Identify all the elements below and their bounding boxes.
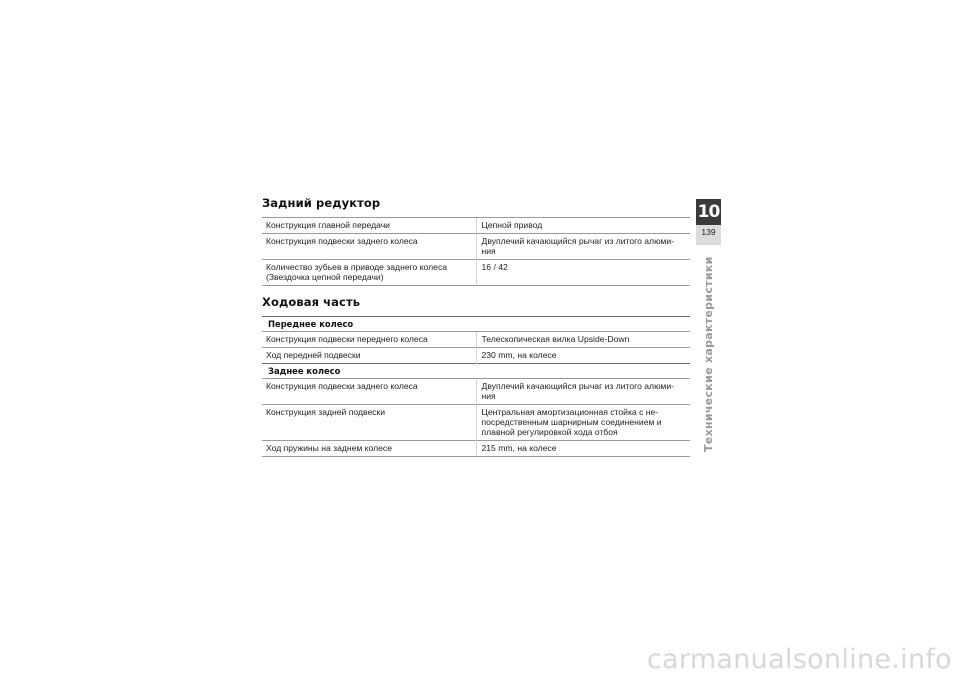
rear-gearbox-table [262,217,690,286]
spec-value: 16 / 42 [476,260,690,286]
table-row [262,441,690,457]
chapter-title-vertical: Технические характеристики [702,256,715,452]
spec-label: Конструкция главной передачи [262,218,476,234]
spec-label: Конструкция подвески переднего колеса [262,332,476,348]
spec-value: Цепной привод [476,218,690,234]
spec-value: Центральная амортизационная стойка с не- посредственным шарнирным соединением и плавной регулировкой хода отбоя [476,405,690,441]
table-row [262,218,690,234]
page-number: 139 [701,227,716,237]
spec-label: Конструкция подвески заднего колеса [262,234,476,260]
table-row [262,260,690,286]
spec-content [262,196,690,457]
chapter-number: 10 [697,202,720,222]
table-row [262,234,690,260]
chassis-table [262,316,690,457]
subsection-heading: Переднее колесо [262,317,690,332]
section-title-chassis: Ходовая часть [262,295,361,309]
subsection-heading-front-wheel [262,317,690,332]
spec-value: Двуплечий качающийся рычаг из литого алюми- ния [476,379,690,405]
chapter-tab [696,199,721,245]
table-row [262,405,690,441]
spec-label: Ход передней подвески [262,348,476,364]
spec-value: 230 mm, на колесе [476,348,690,364]
subsection-heading-rear-wheel [262,364,690,379]
table-row [262,332,690,348]
chapter-number-box [696,199,721,225]
subsection-heading: Заднее колесо [262,364,690,379]
spec-label: Конструкция задней подвески [262,405,476,441]
table-row [262,348,690,364]
spec-value: 215 mm, на колесе [476,441,690,457]
section-title-rear-gearbox: Задний редуктор [262,196,381,210]
watermark: carmanualsonline.info [646,644,952,675]
spec-value: Двуплечий качающийся рычаг из литого алюми- ния [476,234,690,260]
spec-label: Количество зубьев в приводе заднего колеса (Звездочка цепной передачи) [262,260,476,286]
spec-label: Конструкция подвески заднего колеса [262,379,476,405]
spec-value: Телескопическая вилка Upside-Down [476,332,690,348]
table-row [262,379,690,405]
spec-label: Ход пружины на заднем колесе [262,441,476,457]
